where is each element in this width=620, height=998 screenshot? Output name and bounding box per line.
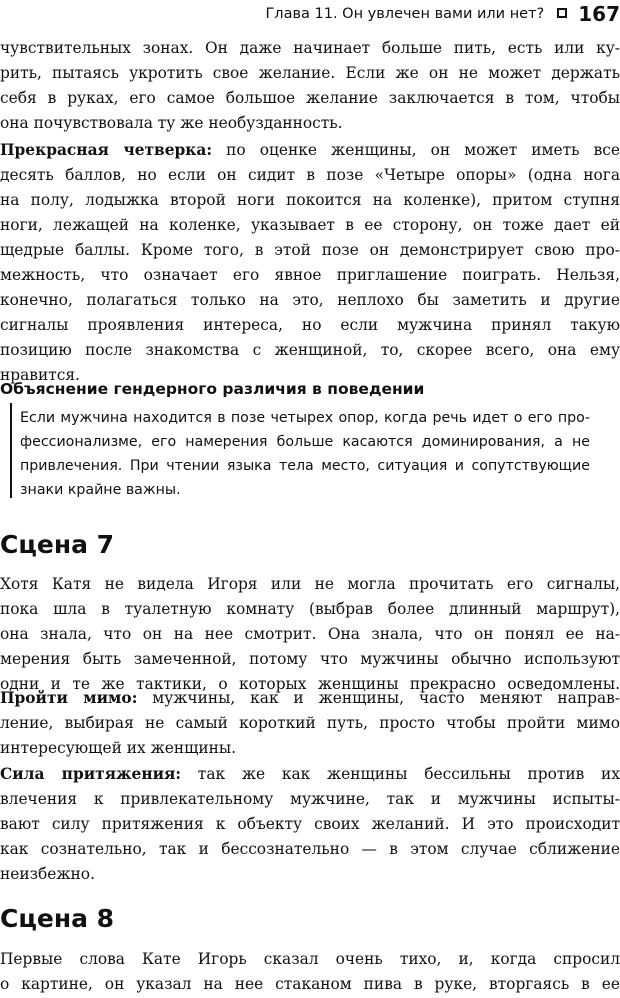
text-line: о картине, он указал на нее стаканом пива в руке, вторгаясь в ее [0,975,620,993]
text-line: конечно, полагаться только на это, неплохо бы заметить и другие [0,291,620,309]
text-line: нравится. [0,366,80,384]
text-line: она почувствовала ту же необузданность. [0,114,343,132]
attraction-paragraph [0,762,620,887]
text-line [0,138,620,163]
text-line: одни и те же тактики, о которых женщины прекрасно осведомлены. [0,675,620,693]
text-line: привлечения. При чтении языка тела место, ситуация и сопутствующие [20,458,590,474]
square-bullet-icon [557,8,567,18]
scene-8-paragraph [0,947,620,997]
text-fragment: так же как женщины бессильны против их [181,765,620,783]
page-number: 167 [578,2,620,26]
term-label: Сила притяжения: [0,765,182,783]
text-line: Первые слова Кате Игорь сказал очень тихо, и, когда спросил [0,950,620,968]
text-line: вают силу притяжения к объекту своих желаний. И это происходит [0,815,620,833]
text-line: сигналы проявления интереса, но если мужчина принял такую [0,316,620,334]
text-line: фессионализме, его намерения больше касаются доминирования, а не [20,434,590,450]
scene-7-paragraph [0,572,620,697]
sidebar-body [20,406,590,502]
text-line: межность, что означает его явное приглашение поиграть. Нельзя, [0,266,620,284]
term-label: Пройти мимо: [0,689,138,707]
text-line: себя в руках, его самое большое желание заключается в том, чтобы [0,89,620,107]
walk-by-paragraph [0,686,620,761]
text-line: ление, выбирая не самый короткий путь, просто чтобы пройти мимо [0,714,620,732]
intro-paragraph [0,36,620,136]
text-line: позицию после знакомства с женщиной, то, скорее всего, она ему [0,341,620,359]
text-line: пока шла в туалетную комнату (выбрав более длинный маршрут), [0,600,620,618]
term-label: Прекрасная четверка: [0,141,213,159]
section-heading-scene-7: Сцена 7 [0,530,115,559]
text-line: как сознательно, так и бессознательно — в этом случае сближение [0,840,620,858]
text-line: Если мужчина находится в позе четырех опор, когда речь идет о его про- [20,410,590,426]
text-fragment: по оценке женщины, он может иметь все [212,141,620,159]
text-line: десять баллов, но если он сидит в позе «Четыре опоры» (одна нога [0,166,620,184]
text-line: Хотя Катя не видела Игоря или не могла прочитать его сигналы, [0,575,620,593]
text-line: щедрые баллы. Кроме того, в этой позе он демонстрирует свою про- [0,241,620,259]
section-heading-scene-8: Сцена 8 [0,904,115,933]
text-line: интересующей их женщины. [0,739,237,757]
text-line: знаки крайне важны. [20,482,181,498]
text-line: влечения к привлекательному мужчине, так и мужчины испыты- [0,790,620,808]
text-fragment: мужчины, как и женщины, часто меняют направ- [137,689,620,707]
text-line: неизбежно. [0,865,95,883]
text-line: она знала, что он на нее смотрит. Она знала, что он понял ее на- [0,625,620,643]
text-line [0,762,620,787]
sidebar-title: Объяснение гендерного различия в поведении [0,380,425,398]
text-line [0,686,620,711]
beautiful-four-paragraph [0,138,620,388]
chapter-title: Глава 11. Он увлечен вами или нет? [265,6,545,22]
text-line: чувствительных зонах. Он даже начинает больше пить, есть или ку- [0,39,620,57]
text-line: мерения быть замеченной, потому что мужчины обычно используют [0,650,620,668]
text-line: рить, пытаясь укротить свое желание. Если же он не может держать [0,64,620,82]
running-header [0,2,620,26]
text-line: ноги, лежащей на коленке, указывает в ее сторону, он тоже дает ей [0,216,620,234]
text-line: на полу, лодыжка второй ноги покоится на коленке), притом ступня [0,191,620,209]
